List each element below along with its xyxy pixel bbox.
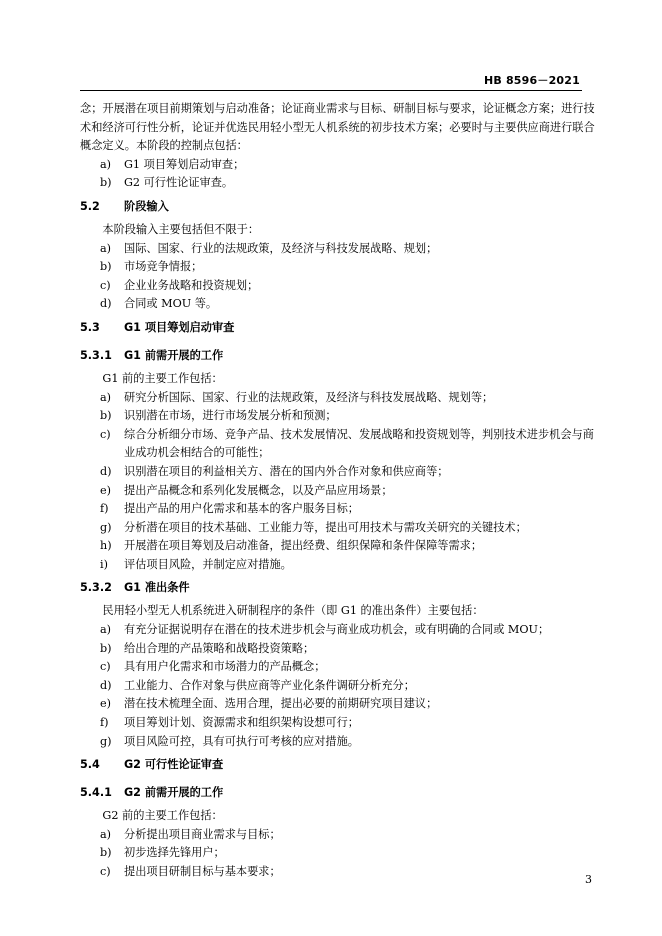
section-heading	[80, 751, 600, 779]
list-marker: c)	[100, 865, 111, 878]
list-marker: c)	[100, 660, 111, 674]
list-item	[80, 844, 600, 863]
list-item-text: 企业业务战略和投资规划；	[124, 278, 259, 292]
list-marker: g)	[100, 734, 112, 748]
list-marker: f)	[100, 716, 109, 730]
list-item-text: 评估项目风险，并制定应对措施。	[124, 557, 292, 571]
body-paragraph: 念；开展潜在项目前期策划与启动准备；论证商业需求与目标、研制目标与要求，论证概念方案；进行技术和经济可行性分析，论证并优选民用轻小型无人机系统的初步技术方案；必要时与主要供应商进行联合概念定义。本阶段的控制点包括：	[80, 102, 595, 153]
section-title: G2 可行性论证审查	[124, 758, 224, 772]
list-item-text: 初步选择先锋用户；	[124, 846, 225, 860]
section-number: 5.3.2	[80, 581, 112, 595]
list-item	[80, 482, 600, 501]
list-item	[80, 407, 600, 426]
list-item	[80, 426, 600, 463]
list-item-text: 潜在技术梳理全面、选用合理，提出必要的前期研究项目建议；	[124, 697, 438, 711]
list-item-text: 提出产品的用户化需求和基本的客户服务目标；	[124, 502, 359, 516]
list-item-text: 提出产品概念和系列化发展概念，以及产品应用场景；	[124, 483, 393, 497]
list-intro: G2 前的主要工作包括：	[102, 809, 223, 823]
list-item	[80, 537, 600, 556]
list-marker: a)	[100, 827, 112, 841]
list-marker: b)	[100, 409, 112, 423]
list-marker: e)	[100, 697, 111, 711]
list-item-text: 识别潜在市场，进行市场发展分析和预测；	[124, 409, 337, 423]
section-heading	[80, 342, 600, 370]
list-marker: d)	[100, 678, 112, 692]
list-item	[80, 621, 600, 640]
section-heading	[80, 314, 600, 342]
list-item-text: 分析潜在项目的技术基础、工业能力等，提出可用技术与需攻关研究的关键技术；	[124, 520, 527, 534]
list-item-text: 研究分析国际、国家、行业的法规政策，及经济与科技发展战略、规划等；	[124, 390, 494, 404]
list-item	[80, 714, 600, 733]
list-marker: d)	[100, 464, 112, 478]
section-heading	[80, 574, 600, 602]
list-item	[80, 258, 600, 277]
item-list	[80, 389, 600, 575]
list-item	[80, 677, 600, 696]
list-intro: 本阶段输入主要包括但不限于：	[102, 222, 260, 236]
list-marker: g)	[100, 520, 112, 534]
list-item	[80, 389, 600, 408]
list-item-text: 开展潜在项目筹划及启动准备，提出经费、组织保障和条件保障等需求；	[124, 539, 483, 553]
list-item-text: 合同或 MOU 等。	[124, 297, 218, 311]
list-marker: b)	[100, 260, 112, 274]
list-item	[80, 240, 600, 259]
section-title: G1 前需开展的工作	[124, 348, 224, 362]
list-item-text: 给出合理的产品策略和战略投资策略；	[124, 641, 315, 655]
list-item	[80, 556, 600, 575]
list-marker: b)	[100, 176, 112, 190]
item-list	[80, 621, 600, 751]
list-marker: i)	[100, 557, 108, 571]
item-list	[80, 240, 600, 314]
list-marker: c)	[100, 278, 111, 292]
list-item	[80, 826, 600, 845]
list-marker: f)	[100, 502, 109, 516]
section-title: G2 前需开展的工作	[124, 786, 224, 800]
list-marker: h)	[100, 539, 112, 553]
list-intro: 民用轻小型无人机系统进入研制程序的条件（即 G1 的准出条件）主要包括：	[102, 604, 484, 618]
list-item-text: 识别潜在项目的利益相关方、潜在的国内外合作对象和供应商等；	[124, 464, 449, 478]
list-item	[80, 695, 600, 714]
list-item-text: 综合分析细分市场、竞争产品、技术发展情况、发展战略和投资规划等，判别技术进步机会与商业成功机会相结合的可能性；	[124, 427, 594, 460]
list-item	[80, 174, 600, 193]
list-item-text: 提出项目研制目标与基本要求；	[124, 865, 281, 878]
section-number: 5.3	[80, 320, 100, 334]
list-item	[80, 156, 600, 175]
item-list	[80, 156, 600, 193]
list-marker: a)	[100, 623, 112, 637]
section-number: 5.4.1	[80, 786, 112, 800]
section-heading	[80, 193, 600, 221]
section-title: 阶段输入	[124, 199, 169, 213]
list-item	[80, 519, 600, 538]
list-marker: b)	[100, 641, 112, 655]
section-title: G1 项目筹划启动审查	[124, 320, 235, 334]
list-item-text: 国际、国家、行业的法规政策，及经济与科技发展战略、规划；	[124, 241, 438, 255]
list-item	[80, 733, 600, 752]
list-marker: a)	[100, 390, 112, 404]
list-item-text: G2 可行性论证审查。	[124, 176, 234, 190]
list-item-text: 工业能力、合作对象与供应商等产业化条件调研分析充分；	[124, 678, 415, 692]
list-item	[80, 658, 600, 677]
list-marker: b)	[100, 846, 112, 860]
list-item	[80, 463, 600, 482]
list-item-text: 项目风险可控，具有可执行可考核的应对措施。	[124, 734, 359, 748]
standard-code: HB 8596－2021	[483, 74, 580, 87]
list-item	[80, 500, 600, 519]
section-number: 5.4	[80, 758, 100, 772]
list-item	[80, 277, 600, 296]
item-list	[80, 826, 600, 882]
section-number: 5.3.1	[80, 348, 112, 362]
section-number: 5.2	[80, 199, 100, 213]
list-marker: d)	[100, 297, 112, 311]
list-item-text: 有充分证据说明存在潜在的技术进步机会与商业成功机会，或有明确的合同或 MOU；	[124, 623, 550, 637]
list-item-text: 市场竞争情报；	[124, 260, 203, 274]
list-item-text: G1 项目筹划启动审查；	[124, 157, 245, 171]
list-item-text: 项目筹划计划、资源需求和组织架构设想可行；	[124, 716, 359, 730]
list-item	[80, 863, 600, 882]
list-intro: G1 前的主要工作包括：	[102, 371, 223, 385]
list-marker: a)	[100, 241, 112, 255]
list-item	[80, 640, 600, 659]
list-item	[80, 295, 600, 314]
list-item-text: 分析提出项目商业需求与目标；	[124, 827, 281, 841]
list-marker: a)	[100, 157, 112, 171]
header-rule	[80, 90, 582, 91]
list-item-text: 具有用户化需求和市场潜力的产品概念；	[124, 660, 326, 674]
list-marker: e)	[100, 483, 111, 497]
section-heading	[80, 779, 600, 807]
document-body	[80, 100, 600, 882]
list-marker: c)	[100, 427, 111, 441]
page-number: 3	[585, 873, 592, 886]
section-title: G1 准出条件	[124, 581, 190, 595]
